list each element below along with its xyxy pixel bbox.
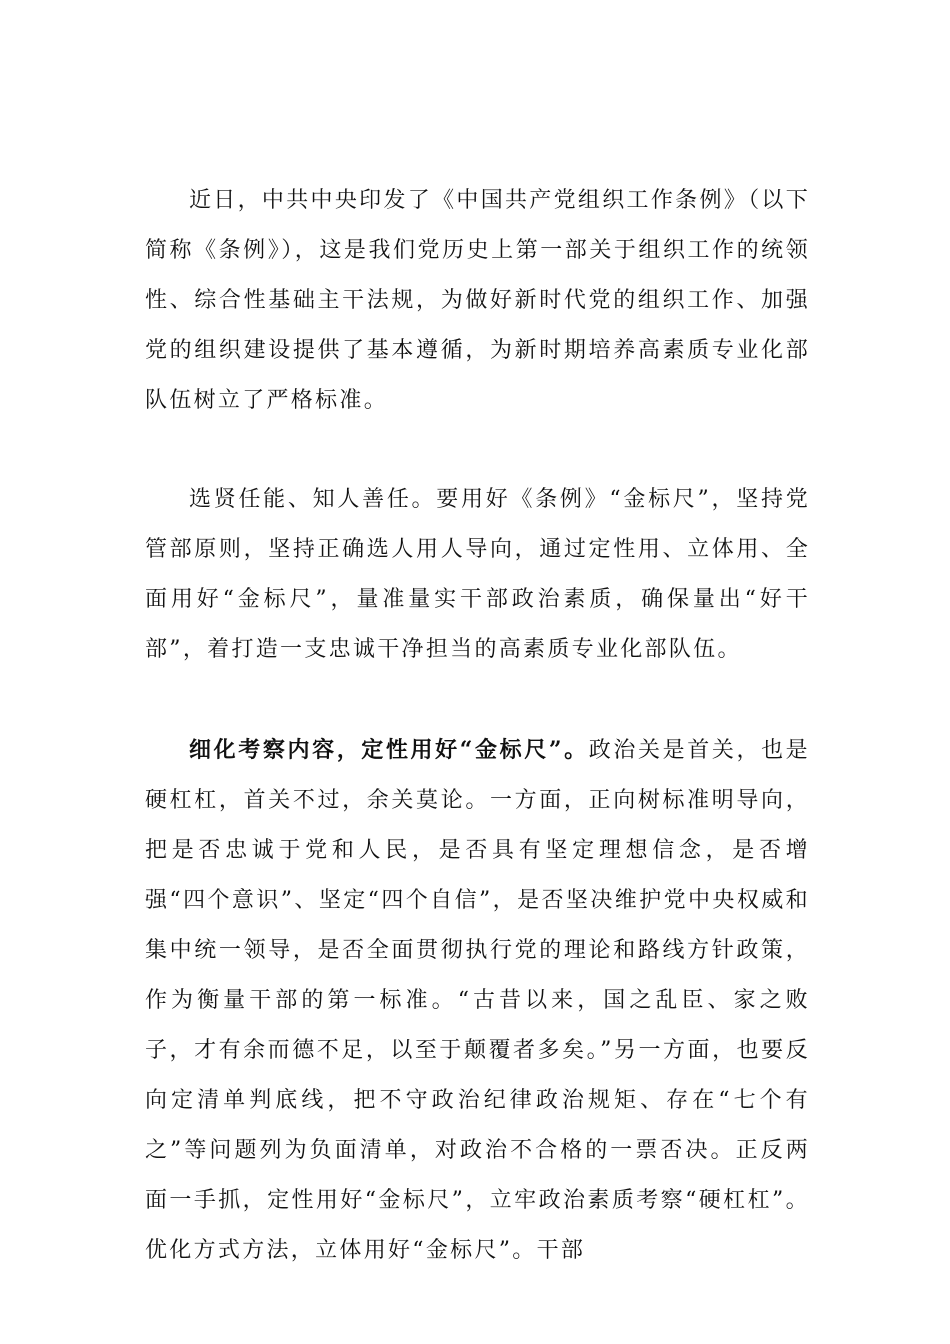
paragraph-inspection-lead: 细化考察内容，定性用好“金标尺”。: [189, 737, 589, 763]
paragraph-selection: [145, 475, 810, 675]
paragraph-inspection-text: 政治关是首关，也是硬杠杠，首关不过，余关莫论。一方面，正向树标准明导向，把是否忠诚于党和人民，是否具有坚定理想信念，是否增强“四个意识”、坚定“四个自信”，是否坚决维护党中央权威和集中统一领导，是否全面贯彻执行党的理论和路线方针政策，作为衡量干部的第一标准。“古昔以来，国之乱臣、家之败子，才有余而德不足，以至于颠覆者多矣。”另一方面，也要反向定清单判底线，把不守政治纪律政治规矩、存在“七个有之”等问题列为负面清单，对政治不合格的一票否决。正反两面一手抓，定性用好“金标尺”，立牢政治素质考察“硬杠杠”。优化方式方法，立体用好“金标尺”。干部: [145, 738, 810, 1263]
paragraph-inspection: [145, 725, 810, 1276]
paragraph-intro: [145, 176, 810, 426]
paragraph-intro-text: 近日，中共中央印发了《中国共产党组织工作条例》（以下简称《条例》），这是我们党历史上第一部关于组织工作的统领性、综合性基础主干法规，为做好新时代党的组织工作、加强党的组织建设提供了基本遵循，为新时期培养高素质专业化部队伍树立了严格标准。: [145, 188, 810, 413]
paragraph-selection-text: 选贤任能、知人善任。要用好《条例》“金标尺”，坚持党管部原则，坚持正确选人用人导向，通过定性用、立体用、全面用好“金标尺”，量准量实干部政治素质，确保量出“好干部”，着打造一支忠诚干净担当的高素质专业化部队伍。: [145, 487, 810, 662]
